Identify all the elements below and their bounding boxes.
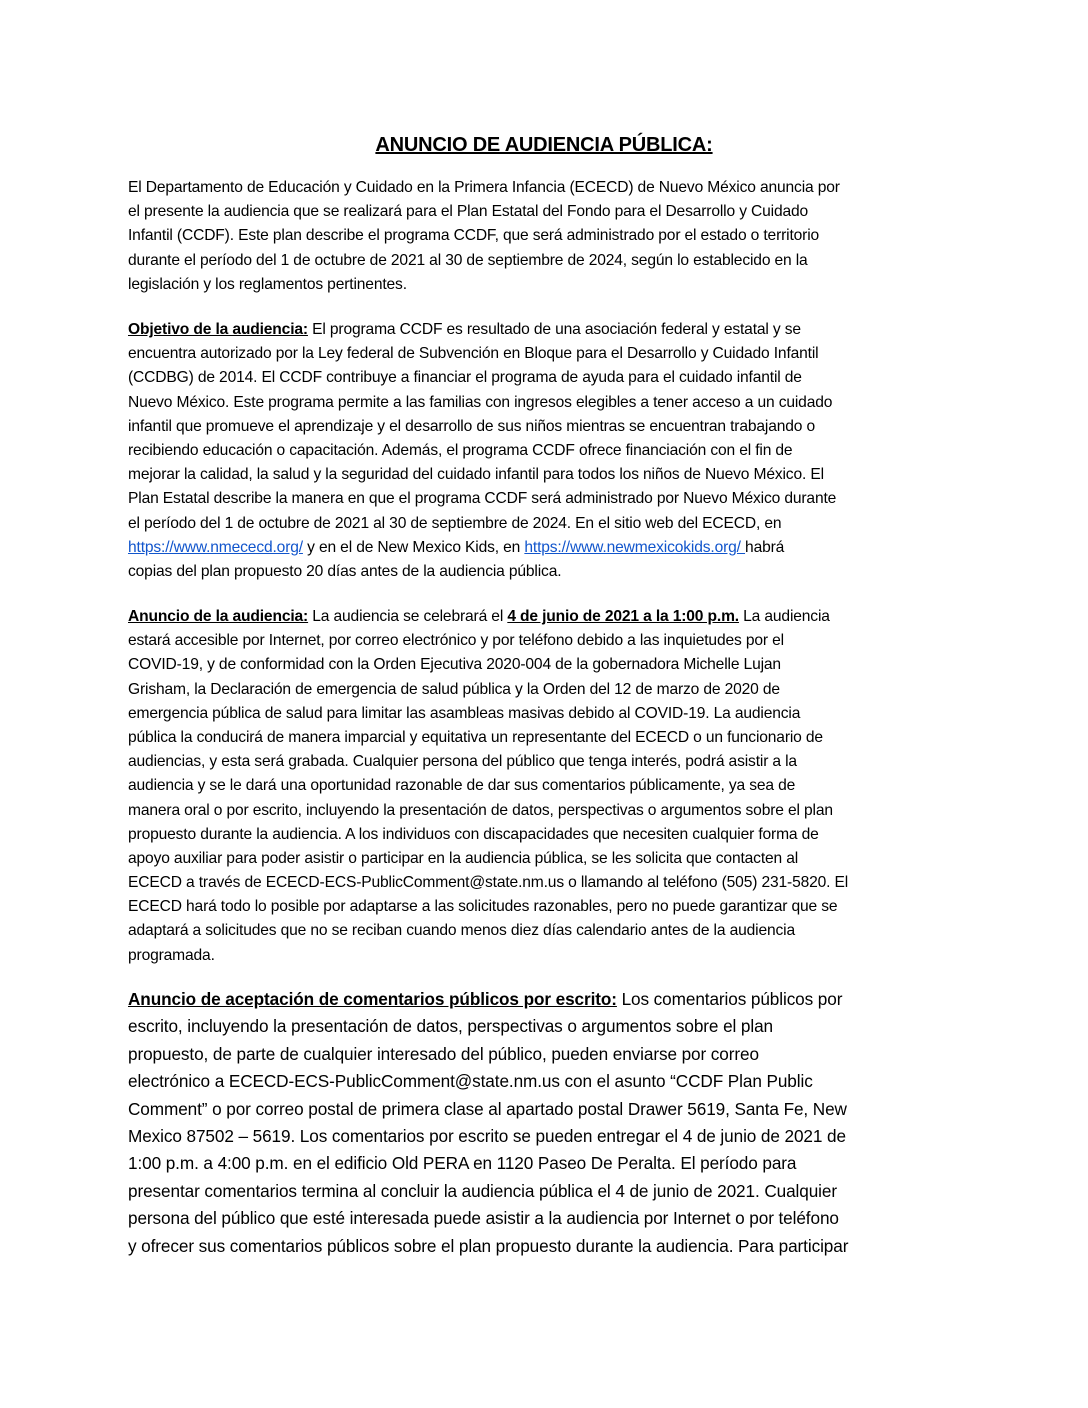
objetivo-line1-text: El programa CCDF es resultado de una asociación federal y estatal y se (307, 321, 801, 338)
comentarios-line: escrito, incluyendo la presentación de datos, perspectivas o argumentos sobre el plan (128, 1016, 774, 1037)
links-middle-text: y en el de New Mexico Kids, en (302, 538, 525, 556)
anuncio-line1-pre: La audiencia se celebrará el (308, 608, 508, 625)
comentarios-line: electrónico a ECECD-ECS-PublicComment@state.nm.us con el asunto “CCDF Plan Public (128, 1071, 813, 1092)
anuncio-paragraph (128, 605, 964, 968)
document-title: ANUNCIO DE AUDIENCIA PÚBLICA: (375, 134, 713, 156)
intro-line: El Departamento de Educación y Cuidado en la Primera Infancia (ECECD) de Nuevo México anuncia por (128, 179, 840, 196)
objetivo-line: mejorar la calidad, la salud y la seguridad del cuidado infantil para todos los niños de Nuevo México. El (128, 466, 824, 484)
intro-line: Infantil (CCDF). Este plan describe el programa CCDF, que será administrado por el estado o territorio (128, 227, 820, 245)
anuncio-line: audiencias, y esta será grabada. Cualquier persona del público que tenga interés, podrá asistir a la (128, 753, 797, 771)
anuncio-line: estará accesible por Internet, por correo electrónico y por teléfono debido a las inquietudes por el (128, 632, 784, 650)
nmececd-link[interactable]: https://www.nmececd.org/ (128, 538, 303, 556)
objetivo-paragraph (128, 318, 964, 584)
intro-line: el presente la audiencia que se realizará para el Plan Estatal del Fondo para el Desarrollo y Cuidado (128, 203, 809, 221)
anuncio-line: audiencia y se le dará una oportunidad razonable de dar sus comentarios públicamente, ya sea de (128, 777, 796, 795)
comentarios-line: persona del público que esté interesada puede asistir a la audiencia por Internet o por teléfono (128, 1208, 839, 1229)
objetivo-first-line (128, 318, 964, 342)
objetivo-line: infantil que promueve el aprendizaje y el desarrollo de sus niños mientras se encuentran trabajando o (128, 417, 815, 435)
comentarios-line: Comment” o por correo postal de primera clase al apartado postal Drawer 5619, Santa Fe, New (128, 1098, 847, 1119)
comentarios-first-line (128, 986, 964, 1013)
objetivo-line: Nuevo México. Este programa permite a las familias con ingresos elegibles a tener acceso a un cuidado (128, 393, 833, 411)
objetivo-line: recibiendo educación o capacitación. Además, el programa CCDF ofrece financiación con el fin de (128, 441, 793, 459)
objetivo-line: copias del plan propuesto 20 días antes de la audiencia pública. (128, 562, 562, 580)
intro-paragraph (128, 176, 964, 297)
comentarios-heading: Anuncio de aceptación de comentarios públicos por escrito: (128, 989, 617, 1009)
anuncio-line: ECECD a través de ECECD-ECS-PublicComment@state.nm.us o llamando al teléfono (505) 231-5820. El (128, 874, 849, 892)
comentarios-line1-text: Los comentarios públicos por (616, 989, 843, 1009)
comentarios-line: y ofrecer sus comentarios públicos sobre el plan propuesto durante la audiencia. Para participar (128, 1235, 849, 1256)
comentarios-line: 1:00 p.m. a 4:00 p.m. en el edificio Old PERA en 1120 Paseo De Peralta. El período para (128, 1153, 797, 1174)
comentarios-paragraph (128, 986, 964, 1260)
anuncio-line: manera oral o por escrito, incluyendo la presentación de datos, perspectivas o argumentos sobre el plan (128, 801, 833, 819)
anuncio-line: COVID-19, y de conformidad con la Orden Ejecutiva 2020-004 de la gobernadora Michelle Lujan (128, 656, 781, 674)
anuncio-line1-post: La audiencia (738, 608, 830, 625)
anuncio-line: Grisham, la Declaración de emergencia de salud pública y la Orden del 12 de marzo de 2020 de (128, 680, 780, 698)
newmexicokids-link[interactable]: https://www.newmexicokids.org/ (524, 538, 746, 556)
anuncio-heading: Anuncio de la audiencia: (128, 608, 309, 625)
hearing-date-time: 4 de junio de 2021 a la 1:00 p.m. (507, 608, 739, 625)
intro-line: legislación y los reglamentos pertinentes. (128, 275, 407, 293)
objetivo-line: el período del 1 de octubre de 2021 al 30 de septiembre de 2024. En el sitio web del ECECD, en (128, 514, 782, 532)
anuncio-line: apoyo auxiliar para poder asistir o participar en la audiencia pública, se les solicita que contacten al (128, 849, 799, 867)
anuncio-line: propuesto durante la audiencia. A los individuos con discapacidades que necesiten cualquier forma de (128, 825, 819, 843)
objetivo-line: Plan Estatal describe la manera en que el programa CCDF será administrado por Nuevo México durante (128, 490, 837, 508)
comentarios-line: propuesto, de parte de cualquier interesado del público, pueden enviarse por correo (128, 1043, 759, 1064)
objetivo-heading: Objetivo de la audiencia: (128, 321, 308, 338)
comentarios-line: presentar comentarios termina al concluir la audiencia pública el 4 de junio de 2021. Cualquier (128, 1180, 837, 1201)
links-after-text: habrá (745, 538, 785, 556)
objetivo-links-line (128, 536, 964, 560)
anuncio-first-line (128, 605, 964, 629)
objetivo-line: (CCDBG) de 2014. El CCDF contribuye a financiar el programa de ayuda para el cuidado infantil de (128, 369, 802, 387)
objetivo-line: encuentra autorizado por la Ley federal de Subvención en Bloque para el Desarrollo y Cuidado Infantil (128, 345, 819, 363)
anuncio-line: emergencia pública de salud para limitar las asambleas masivas debido al COVID-19. La audiencia (128, 704, 801, 722)
anuncio-line: adaptará a solicitudes que no se reciban cuando menos diez días calendario antes de la audiencia (128, 922, 795, 940)
anuncio-line: ECECD hará todo lo posible por adaptarse a las solicitudes razonables, pero no puede garantizar que se (128, 898, 838, 916)
anuncio-line: pública la conducirá de manera imparcial y equitativa un representante del ECECD o un funcionario de (128, 728, 823, 746)
comentarios-line: Mexico 87502 – 5619. Los comentarios por escrito se pueden entregar el 4 de junio de 2021 de (128, 1125, 846, 1146)
anuncio-line: programada. (128, 946, 215, 964)
intro-line: durante el período del 1 de octubre de 2021 al 30 de septiembre de 2024, según lo establecido en la (128, 251, 808, 269)
